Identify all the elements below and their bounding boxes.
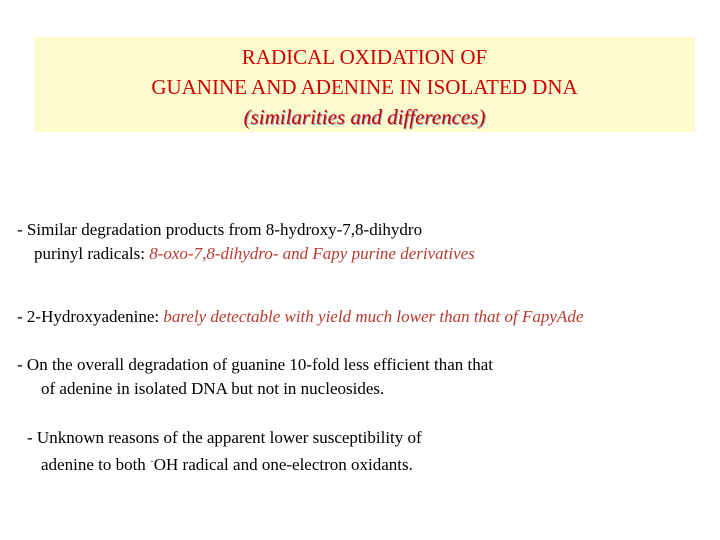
title-line-1: RADICAL OXIDATION OF (241, 45, 488, 69)
bullet-1-line-1: - Similar degradation products from 8-hydroxy-7,8-dihydro (17, 220, 423, 239)
radical-dot: · (150, 456, 154, 468)
bullet-4-line-2 (41, 450, 413, 477)
bullet-1-line-2 (34, 242, 475, 266)
bullet-3-line-2: of adenine in isolated DNA but not in nucleosides. (41, 379, 385, 398)
bullet-4-prefix: adenine to both (41, 455, 151, 474)
bullet-1-prefix: purinyl radicals: (34, 244, 150, 263)
bullet-2-emphasis: barely detectable with yield much lower than that of FapyAde (163, 307, 584, 326)
bullet-4-line-1: - Unknown reasons of the apparent lower susceptibility of (27, 428, 422, 447)
bullet-1-emphasis: 8-oxo-7,8-dihydro- and Fapy purine derivatives (149, 244, 475, 263)
bullet-3-line-1: - On the overall degradation of guanine 10-fold less efficient than that (17, 355, 493, 374)
title-line-2: GUANINE AND ADENINE IN ISOLATED DNA (151, 75, 578, 99)
bullet-2 (17, 305, 583, 329)
bullet-4-suffix: OH radical and one-electron oxidants. (153, 455, 413, 474)
bullet-2-prefix: - 2-Hydroxyadenine: (17, 307, 164, 326)
title-box (34, 37, 695, 132)
title-subtitle: (similarities and differences) (243, 105, 486, 129)
